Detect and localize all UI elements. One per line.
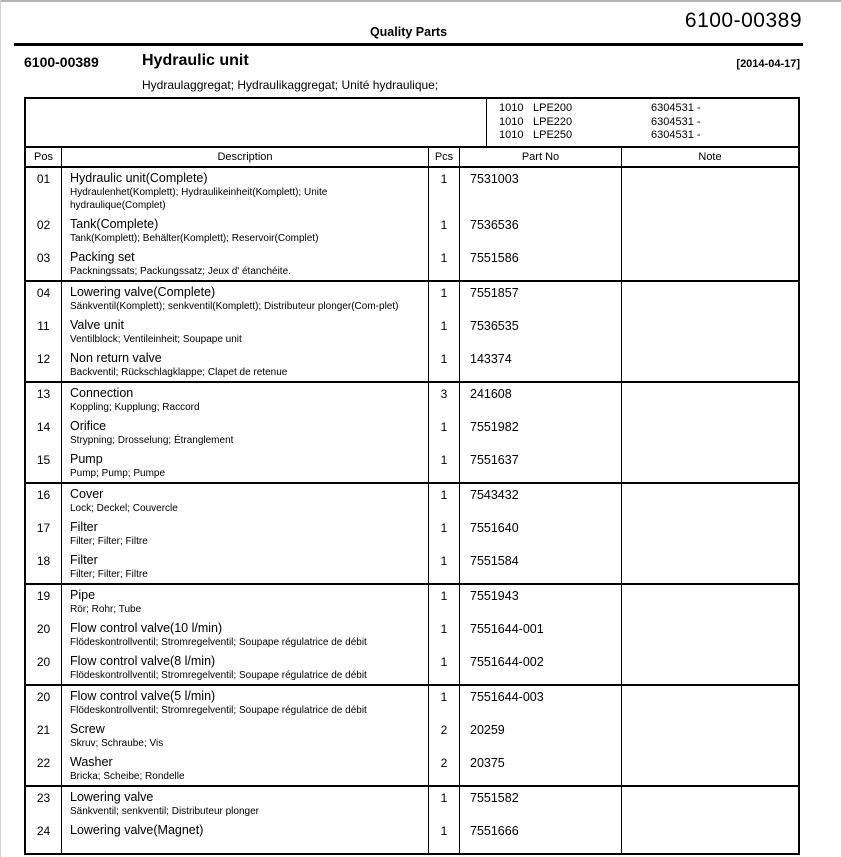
model-name: LPE200 <box>533 102 573 114</box>
part-no-cell: 7543432 <box>460 484 622 517</box>
table-row <box>26 719 798 752</box>
note-cell <box>622 449 798 482</box>
serial-range: 6304531 - <box>651 129 701 141</box>
pos-cell: 20 <box>26 651 62 684</box>
serial-range: 6304531 - <box>651 102 701 114</box>
pos-cell: 21 <box>26 719 62 752</box>
part-description-translations: Strypning; Drosselung; Étranglement <box>70 435 234 446</box>
part-description-translations: Packningssats; Packungssatz; Jeux d' étanchéite. <box>70 266 291 277</box>
description-cell <box>62 484 429 517</box>
part-description-translations: Flödeskontrollventil; Stromregelventil; Soupape régulatrice de débit <box>70 637 367 648</box>
table-row <box>26 517 798 550</box>
pos-cell: 15 <box>26 449 62 482</box>
part-no-cell: 7551586 <box>460 247 622 280</box>
document-number: 6100-00389 <box>684 9 802 32</box>
pcs-cell: 1 <box>429 416 460 449</box>
part-description: Packing set <box>70 250 135 264</box>
note-cell <box>622 618 798 651</box>
description-cell <box>62 719 429 752</box>
description-cell <box>62 282 429 315</box>
part-description: Lowering valve <box>70 790 154 804</box>
col-header-note: Note <box>698 151 722 163</box>
table-row <box>26 618 798 651</box>
part-description-translations: Sänkventil; senkventil; Distributeur plonger <box>70 806 259 817</box>
part-no-cell: 7536536 <box>460 214 622 247</box>
note-cell <box>622 585 798 618</box>
part-description: Filter <box>70 553 98 567</box>
part-description: Tank(Complete) <box>70 217 159 231</box>
part-description: Flow control valve(5 l/min) <box>70 689 216 703</box>
description-cell <box>62 517 429 550</box>
header-rule <box>14 43 803 46</box>
pcs-cell: 1 <box>429 517 460 550</box>
col-header-pcs: Pcs <box>429 148 460 166</box>
note-cell <box>622 214 798 247</box>
part-description-translations: Hydraulenhet(Komplett); Hydraulikeinheit(Komplett); Unite hydraulique(Complet) <box>70 187 328 211</box>
part-description: Valve unit <box>70 318 124 332</box>
pcs-cell: 1 <box>429 449 460 482</box>
table-row <box>26 550 798 583</box>
pcs-cell: 1 <box>429 348 460 381</box>
note-cell <box>622 348 798 381</box>
description-cell <box>62 752 429 785</box>
pcs-cell: 2 <box>429 752 460 785</box>
part-no-cell: 7551584 <box>460 550 622 583</box>
note-cell <box>622 550 798 583</box>
description-cell <box>62 550 429 583</box>
pcs-cell: 3 <box>429 383 460 416</box>
part-description-translations: Flödeskontrollventil; Stromregelventil; Soupape régulatrice de débit <box>70 705 367 716</box>
note-cell <box>622 787 798 820</box>
part-no-cell: 7551982 <box>460 416 622 449</box>
part-no-cell: 7551666 <box>460 820 622 853</box>
pcs-cell: 1 <box>429 618 460 651</box>
part-no-cell: 7551582 <box>460 787 622 820</box>
pcs-cell: 2 <box>429 719 460 752</box>
serial-range: 6304531 - <box>651 115 701 128</box>
pos-cell: 13 <box>26 383 62 416</box>
note-cell <box>622 686 798 719</box>
part-no-cell: 7551644-001 <box>460 618 622 651</box>
part-no-cell: 20259 <box>460 719 622 752</box>
part-group <box>26 383 798 484</box>
table-row <box>26 383 798 416</box>
table-row <box>26 752 798 785</box>
table-row <box>26 484 798 517</box>
assembly-title: Hydraulic unit <box>142 52 249 69</box>
model-name: LPE250 <box>533 129 573 141</box>
description-cell <box>62 651 429 684</box>
part-description: Flow control valve(10 l/min) <box>70 621 223 635</box>
part-no-cell: 7551857 <box>460 282 622 315</box>
part-description: Orifice <box>70 419 107 433</box>
part-description: Screw <box>70 722 105 736</box>
part-no-cell: 20375 <box>460 752 622 785</box>
model-code: 1010 <box>499 129 524 141</box>
page-left-edge <box>0 0 1 857</box>
model-serial-row <box>499 129 798 143</box>
parts-table <box>24 97 800 855</box>
part-no-cell: 7551637 <box>460 449 622 482</box>
table-row <box>26 315 798 348</box>
part-no-cell: 7551943 <box>460 585 622 618</box>
description-cell <box>62 585 429 618</box>
part-no-cell: 143374 <box>460 348 622 381</box>
part-description-translations: Backventil; Rückschlagklappe; Clapet de retenue <box>70 367 288 378</box>
note-cell <box>622 517 798 550</box>
note-cell <box>622 484 798 517</box>
pcs-cell: 1 <box>429 820 460 853</box>
part-no-cell: 7551640 <box>460 517 622 550</box>
part-description-translations: Koppling; Kupplung; Raccord <box>70 402 200 413</box>
running-header-title: Quality Parts <box>369 25 448 39</box>
description-cell <box>62 383 429 416</box>
part-description: Filter <box>70 520 98 534</box>
description-cell <box>62 348 429 381</box>
part-description: Flow control valve(8 l/min) <box>70 654 216 668</box>
pos-cell: 01 <box>26 168 62 214</box>
pos-cell: 20 <box>26 686 62 719</box>
description-cell <box>62 247 429 280</box>
pcs-cell: 1 <box>429 247 460 280</box>
pos-cell: 23 <box>26 787 62 820</box>
part-description-translations: Bricka; Scheibe; Rondelle <box>70 771 185 782</box>
pos-cell: 02 <box>26 214 62 247</box>
description-cell <box>62 449 429 482</box>
description-cell <box>62 214 429 247</box>
part-description: Washer <box>70 755 113 769</box>
pos-cell: 12 <box>26 348 62 381</box>
pcs-cell: 1 <box>429 686 460 719</box>
model-serial-row <box>499 116 798 130</box>
part-description-translations: Flödeskontrollventil; Stromregelventil; Soupape régulatrice de débit <box>70 670 367 681</box>
part-group <box>26 282 798 383</box>
description-cell <box>62 168 429 214</box>
pcs-cell: 1 <box>429 550 460 583</box>
description-cell <box>62 787 429 820</box>
part-group <box>26 585 798 686</box>
part-no-cell: 7536535 <box>460 315 622 348</box>
part-description: Lowering valve(Complete) <box>70 285 216 299</box>
pcs-cell: 1 <box>429 315 460 348</box>
table-row <box>26 247 798 280</box>
pos-cell: 16 <box>26 484 62 517</box>
part-no-cell: 7551644-002 <box>460 651 622 684</box>
pos-cell: 14 <box>26 416 62 449</box>
part-group <box>26 168 798 282</box>
model-serial-list <box>487 99 798 146</box>
page-top-edge <box>0 0 841 2</box>
table-row <box>26 651 798 684</box>
part-description: Pipe <box>70 588 96 602</box>
part-group <box>26 787 798 853</box>
part-description-translations: Pump; Pump; Pumpe <box>70 468 166 479</box>
table-row <box>26 820 798 853</box>
table-row <box>26 449 798 482</box>
part-description-translations: Tank(Komplett); Behälter(Komplett); Reservoir(Complet) <box>70 233 319 244</box>
part-group <box>26 484 798 585</box>
part-description: Lowering valve(Magnet) <box>70 823 204 837</box>
note-cell <box>622 315 798 348</box>
table-row <box>26 686 798 719</box>
assembly-title-translations: Hydraulaggregat; Hydraulikaggregat; Unité hydraulique; <box>142 78 439 92</box>
part-group <box>26 686 798 787</box>
note-cell <box>622 651 798 684</box>
description-cell <box>62 618 429 651</box>
part-description: Cover <box>70 487 104 501</box>
part-description-translations: Filter; Filter; Filtre <box>70 536 148 547</box>
pos-cell: 17 <box>26 517 62 550</box>
part-description-translations: Skruv; Schraube; Vis <box>70 738 164 749</box>
model-serial-box <box>26 99 798 148</box>
pcs-cell: 1 <box>429 787 460 820</box>
pcs-cell: 1 <box>429 651 460 684</box>
model-code: 1010 <box>499 102 524 114</box>
description-cell <box>62 416 429 449</box>
pos-cell: 22 <box>26 752 62 785</box>
note-cell <box>622 719 798 752</box>
table-row <box>26 585 798 618</box>
note-cell <box>622 820 798 853</box>
pos-cell: 20 <box>26 618 62 651</box>
note-cell <box>622 247 798 280</box>
table-row <box>26 214 798 247</box>
part-description-translations: Rör; Rohr; Tube <box>70 604 142 615</box>
pos-cell: 24 <box>26 820 62 853</box>
table-row <box>26 348 798 381</box>
pos-cell: 03 <box>26 247 62 280</box>
col-header-pos: Pos <box>26 148 62 166</box>
note-cell <box>622 282 798 315</box>
table-row <box>26 168 798 214</box>
model-serial-row <box>499 102 798 116</box>
assembly-code: 6100-00389 <box>24 54 99 70</box>
pcs-cell: 1 <box>429 282 460 315</box>
pos-cell: 04 <box>26 282 62 315</box>
pcs-cell: 1 <box>429 484 460 517</box>
col-header-description: Description <box>62 148 429 166</box>
note-cell <box>622 383 798 416</box>
part-description-translations: Ventilblock; Ventileinheit; Soupape unit <box>70 334 242 345</box>
table-row <box>26 416 798 449</box>
description-cell <box>62 820 429 853</box>
part-description-translations: Sänkventil(Komplett); senkventil(Komplett); Distributeur plonger(Com-plet) <box>70 301 399 312</box>
part-description: Pump <box>70 452 103 466</box>
note-cell <box>622 416 798 449</box>
revision-date: [2014-04-17] <box>736 58 800 70</box>
table-row <box>26 787 798 820</box>
model-box-empty-cell <box>26 99 487 146</box>
pos-cell: 19 <box>26 585 62 618</box>
table-header-row <box>26 148 798 168</box>
table-body <box>26 168 798 853</box>
part-no-cell: 7551644-003 <box>460 686 622 719</box>
col-header-part-no: Part No <box>460 148 622 166</box>
part-description: Hydraulic unit(Complete) <box>70 171 208 185</box>
description-cell <box>62 315 429 348</box>
part-description: Connection <box>70 386 134 400</box>
model-name: LPE220 <box>533 115 573 128</box>
pcs-cell: 1 <box>429 585 460 618</box>
pos-cell: 11 <box>26 315 62 348</box>
part-description: Non return valve <box>70 351 162 365</box>
note-cell <box>622 168 798 214</box>
part-description-translations: Filter; Filter; Filtre <box>70 569 148 580</box>
pcs-cell: 1 <box>429 168 460 214</box>
part-no-cell: 7531003 <box>460 168 622 214</box>
model-code: 1010 <box>499 115 524 128</box>
pos-cell: 18 <box>26 550 62 583</box>
pcs-cell: 1 <box>429 214 460 247</box>
description-cell <box>62 686 429 719</box>
title-block <box>24 52 438 92</box>
part-no-cell: 241608 <box>460 383 622 416</box>
part-description-translations: Lock; Deckel; Couvercle <box>70 503 178 514</box>
note-cell <box>622 752 798 785</box>
table-row <box>26 282 798 315</box>
